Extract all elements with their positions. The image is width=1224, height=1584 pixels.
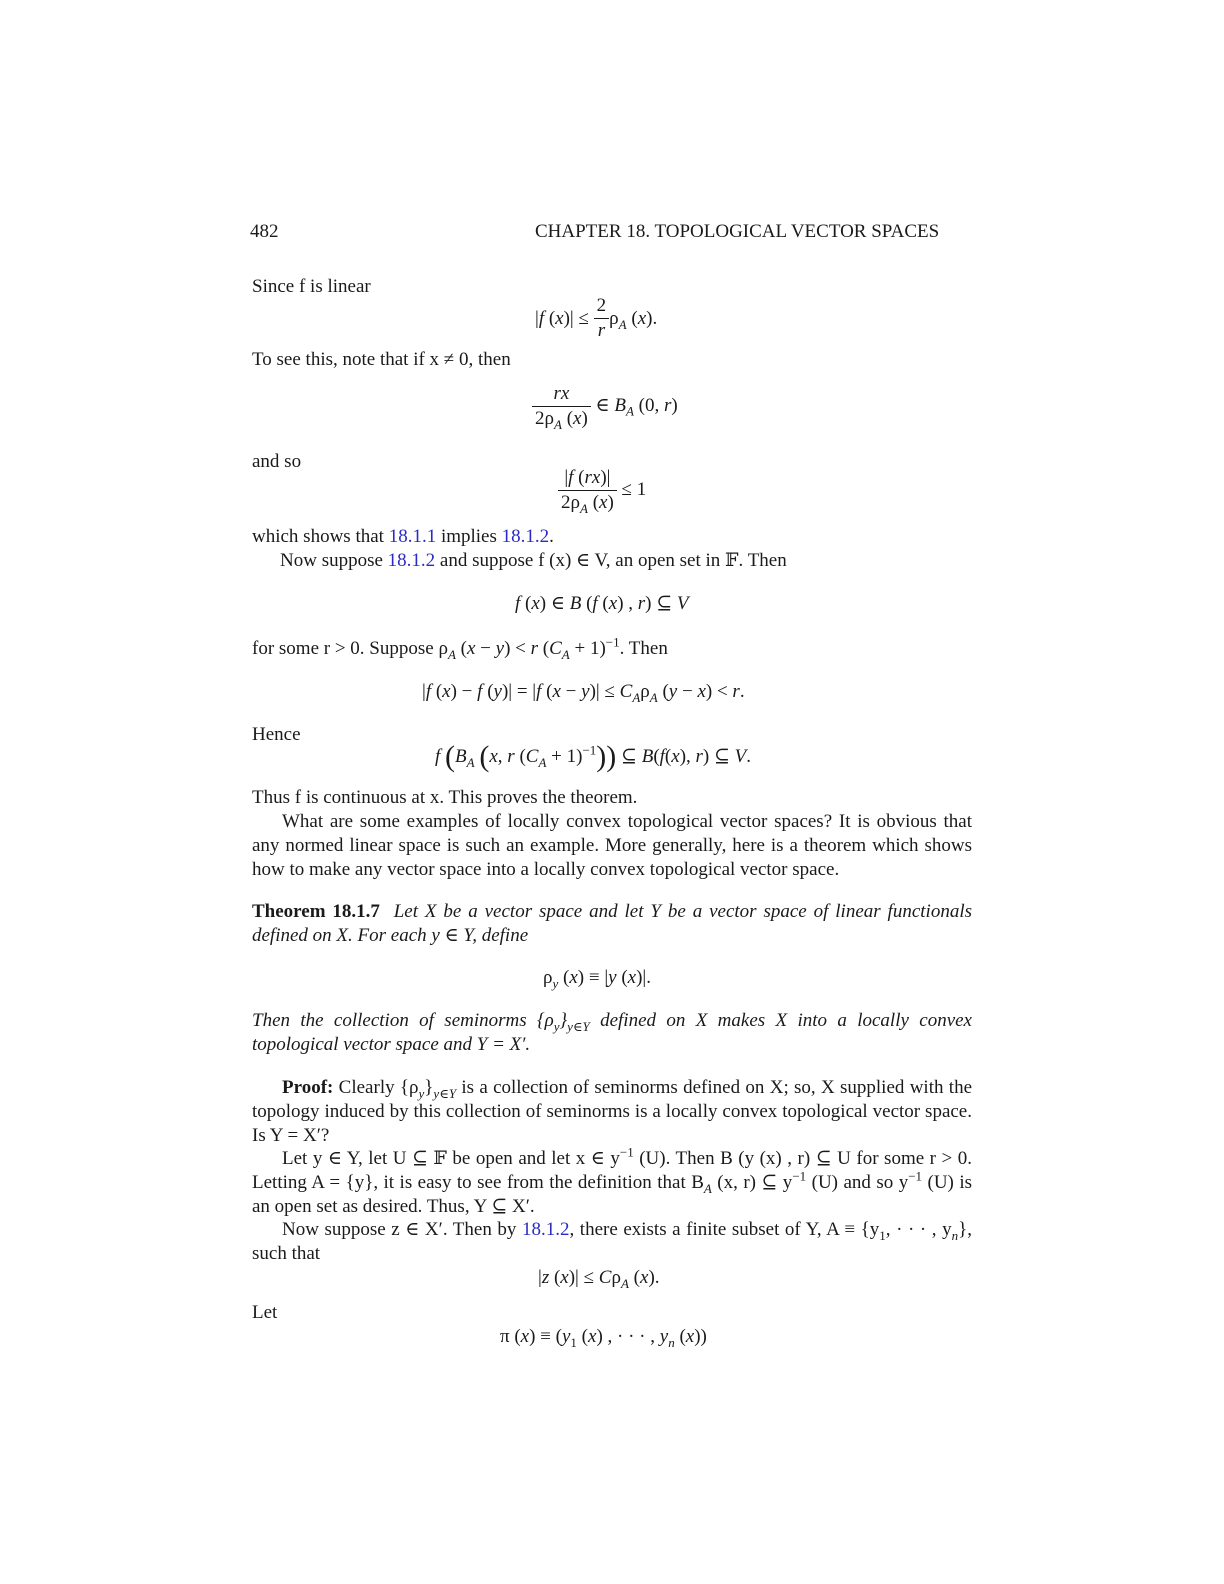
sentence: To see this, note that if x ≠ 0, then bbox=[252, 349, 511, 370]
equation-seminorm: $\rho_y$ (x) ≡ |y (x)|. bbox=[543, 967, 651, 991]
page-number: 482 bbox=[250, 221, 279, 242]
sentence: Clearly {ρ bbox=[333, 1077, 419, 1098]
sentence: is a collection of seminorms defined on X; so, X supplied with the topology induced by this collection of seminorms is a locally convex topological vector space. Is Y = X′? bbox=[252, 1077, 973, 1146]
equation-pi-map: π $(x) \equiv (y_1$ (x) , · · · , $y_n$ (x)) bbox=[500, 1326, 707, 1350]
sentence: and so bbox=[252, 451, 302, 472]
sentence: , · · · , y bbox=[885, 1219, 952, 1240]
equation-le-one: $\frac{|f (rx)|}{2\rho_A (x)}$ ≤ 1 bbox=[558, 466, 646, 515]
sentence: Hence bbox=[252, 724, 301, 745]
theorem-label: Theorem 18.1.7 bbox=[252, 901, 380, 922]
sentence: }, such that bbox=[252, 1219, 972, 1264]
sentence: Thus f is continuous at x. This proves the theorem. bbox=[252, 787, 638, 808]
theorem-statement bbox=[252, 900, 972, 948]
text-line: for some r > 0. Suppose $\rho_A$ (x − y) < r $(C_A + 1)^{-1}$. Then bbox=[252, 634, 668, 662]
proof-paragraph: Now suppose z ∈ X′. Then by 18.1.2, there exists a finite subset of Y, $A \equiv \{y_1$, · · · , $y_n$}, such that bbox=[252, 1219, 972, 1264]
sentence: Now suppose z ∈ X′. Then by bbox=[282, 1219, 522, 1240]
sentence: for some r > 0. Suppose ρ bbox=[252, 638, 448, 659]
text-line bbox=[252, 1301, 972, 1325]
sentence: Now suppose bbox=[280, 550, 388, 571]
text-line: which shows that 18.1.1 implies 18.1.2. bbox=[252, 526, 554, 547]
equation-continuity: |f (x) − f (y)| = |f $(x - y)| \le C_A\rho_A$ (y − x) < r. bbox=[422, 681, 745, 705]
theorem-body: Let X be a vector space and let Y be a vector space of linear functionals defined on X. For each y ∈ Y, define bbox=[252, 901, 972, 946]
proof-label: Proof: bbox=[282, 1077, 334, 1098]
theorem-conclusion: Then the collection of seminorms $\{\rho_y\}_{y\in Y}$ defined on X makes X into a locally convex topological vector space and Y = X′. bbox=[252, 1010, 972, 1055]
text-line bbox=[252, 786, 972, 810]
equation-ball: $\frac{rx}{2\rho_A (x)}$ ∈ $B_A$ (0, r) bbox=[532, 382, 678, 431]
sentence: , there exists a finite subset of Y, A ≡ {y bbox=[569, 1219, 880, 1240]
proof-paragraph: Let y ∈ Y, let U ⊆ 𝔽 be open and let x ∈ $y^{-1}$ (U). Then B (y (x) , r) ⊆ U for some r > 0. Letting A = {y}, it is easy to see from the definition that $B_A$ (x, r) ⊆ $y^{-1}$ (U) and so $y^{-1}$ (U) is an open set as desired. Thus, Y ⊆ X′. bbox=[252, 1144, 973, 1217]
proof-paragraph: Proof: Clearly $\{\rho_y\}_{y\in Y}$ is a collection of seminorms defined on X; so, X supplied with the topology induced by this collection of seminorms is a locally convex topological vector space. Is Y = X′? bbox=[252, 1077, 973, 1146]
sentence: Since f is linear bbox=[252, 276, 371, 297]
sentence: Let bbox=[252, 1302, 278, 1323]
equation-open-set: f (x) ∈ B (f (x) , r) ⊆ V bbox=[515, 593, 689, 614]
text-line bbox=[280, 549, 1000, 573]
sentence: (U) and so y bbox=[806, 1172, 909, 1193]
sentence: Then the collection of seminorms {ρ bbox=[252, 1010, 554, 1031]
text-line bbox=[252, 348, 972, 372]
equation-image-ball: f ($B_A$ (x, r $(C_A + 1)^{-1}$)) ⊆ B(f(x), r) ⊆ V. bbox=[435, 740, 752, 773]
sentence: (x, r) ⊆ y bbox=[711, 1172, 793, 1193]
reference-link[interactable]: 18.1.2 bbox=[521, 1219, 570, 1240]
reference-link[interactable]: 18.1.1 bbox=[388, 526, 437, 547]
sentence: implies bbox=[436, 526, 502, 547]
sentence: (U) is an open set as desired. Thus, Y ⊆ X′. bbox=[252, 1172, 973, 1217]
equation-bound: |f (x)| ≤ $\frac{2}{r}$ $\rho_A$ (x). bbox=[535, 295, 658, 341]
sentence: which shows that bbox=[252, 526, 389, 547]
paragraph: What are some examples of locally convex topological vector spaces? It is obvious that any normed linear space is such an example. More generally, here is a theorem which shows how to make any vector space into a locally convex topological vector space. bbox=[252, 811, 972, 880]
sentence: and suppose f (x) ∈ V, an open set in 𝔽. Then bbox=[435, 550, 787, 571]
reference-link[interactable]: 18.1.2 bbox=[501, 526, 550, 547]
sentence: defined on X makes X into a locally convex topological vector space and Y = X′. bbox=[252, 1010, 972, 1055]
reference-link[interactable]: 18.1.2 bbox=[387, 550, 436, 571]
sentence: Let y ∈ Y, let U ⊆ 𝔽 be open and let x ∈ y bbox=[282, 1148, 620, 1169]
sentence: (U). Then B (y (x) , r) ⊆ U for some r > 0. Letting A = {y}, it is easy to see from the definition that B bbox=[252, 1148, 972, 1193]
equation-z-bound: |z $(x)| \le C\rho_A$ (x). bbox=[538, 1267, 660, 1291]
chapter-header: CHAPTER 18. TOPOLOGICAL VECTOR SPACES bbox=[535, 221, 940, 242]
